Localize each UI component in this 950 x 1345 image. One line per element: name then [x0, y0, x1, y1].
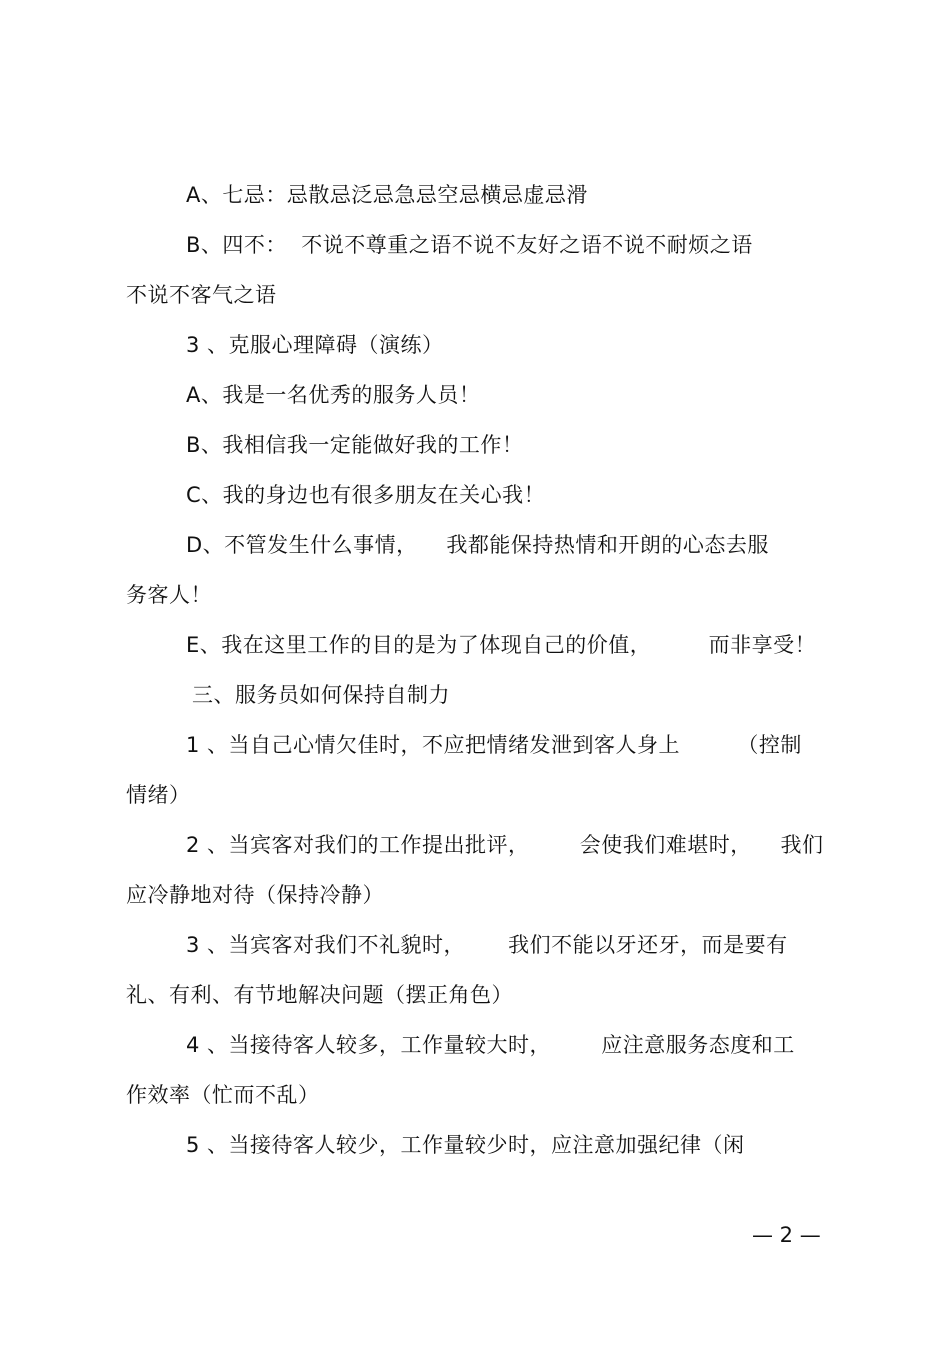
text-line: D、不管发生什么事情， 我都能保持热情和开朗的心态去服 — [186, 533, 769, 557]
page-number: — 2 — — [752, 1223, 821, 1247]
text-line: 4 、当接待客人较多，工作量较大时， 应注意服务态度和工 — [186, 1033, 795, 1057]
text-line: 情绪） — [126, 783, 191, 807]
text-line: 礼、有利、有节地解决问题（摆正角色） — [126, 983, 513, 1007]
text-line: A、七忌：忌散忌泛忌急忌空忌横忌虚忌滑 — [186, 183, 588, 207]
text-line: 5 、当接待客人较少，工作量较少时，应注意加强纪律（闲 — [186, 1133, 745, 1157]
text-line: E、我在这里工作的目的是为了体现自己的价值， 而非享受！ — [186, 633, 817, 657]
text-line: 2 、当宾客对我们的工作提出批评， 会使我们难堪时， 我们 — [186, 833, 824, 857]
text-line: B、四不： 不说不尊重之语不说不友好之语不说不耐烦之语 — [186, 233, 753, 257]
text-line: C、我的身边也有很多朋友在关心我！ — [186, 483, 546, 507]
section-heading: 三、服务员如何保持自制力 — [192, 683, 450, 707]
text-line: B、我相信我一定能做好我的工作！ — [186, 433, 524, 457]
text-line: A、我是一名优秀的服务人员！ — [186, 383, 481, 407]
text-line: 作效率（忙而不乱） — [126, 1083, 320, 1107]
text-line: 3 、克服心理障碍（演练） — [186, 333, 444, 357]
text-line: 务客人！ — [126, 583, 212, 607]
text-line: 应冷静地对待（保持冷静） — [126, 883, 384, 907]
text-line: 不说不客气之语 — [126, 283, 277, 307]
text-line: 1 、当自己心情欠佳时，不应把情绪发泄到客人身上 （控制 — [186, 733, 802, 757]
text-line: 3 、当宾客对我们不礼貌时， 我们不能以牙还牙，而是要有 — [186, 933, 788, 957]
